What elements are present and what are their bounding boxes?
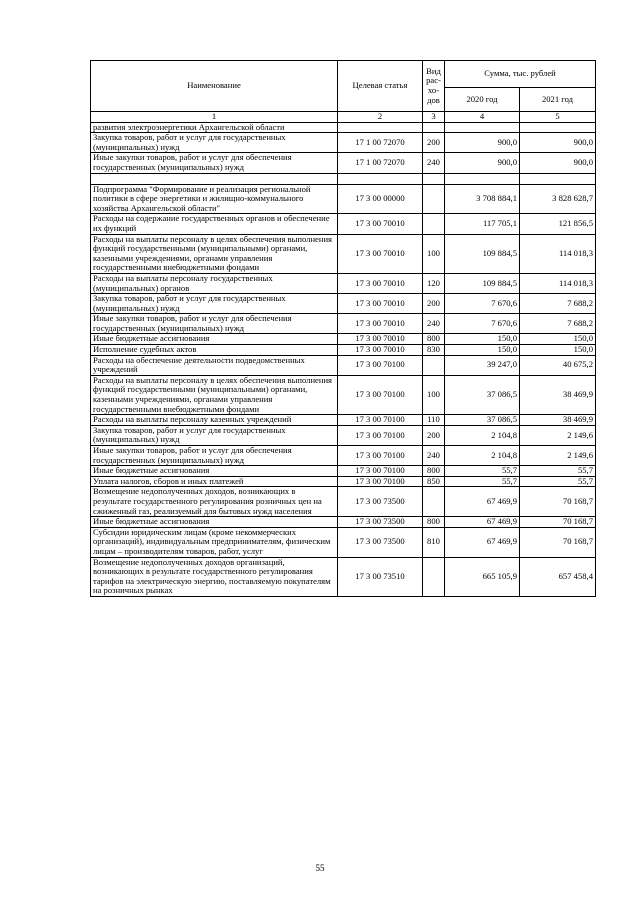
row-type: 800 xyxy=(423,334,445,345)
row-code: 17 3 00 73500 xyxy=(338,517,423,528)
row-name xyxy=(91,173,338,184)
table-row xyxy=(91,294,596,314)
row-name: Расходы на выплаты персоналу в целях обеспечения выполнения функций государственными (муниципальными) органами, казенными учреждениями, органами управления государственными внебюджетными фондами xyxy=(91,375,338,414)
row-name: Подпрограмма "Формирование и реализация региональной политики в сфере энергетики и жилищно-коммунального хозяйства Архангельской области" xyxy=(91,184,338,214)
row-value-2020: 55,7 xyxy=(445,466,520,477)
table-row xyxy=(91,446,596,466)
row-code: 17 3 00 70010 xyxy=(338,294,423,314)
row-code: 17 3 00 73500 xyxy=(338,527,423,557)
row-value-2020: 2 104,8 xyxy=(445,425,520,445)
row-code: 17 3 00 70010 xyxy=(338,214,423,234)
row-value-2021: 38 469,9 xyxy=(520,375,596,414)
column-index: 3 xyxy=(423,112,445,123)
row-value-2021: 7 688,2 xyxy=(520,314,596,334)
row-value-2021: 70 168,7 xyxy=(520,527,596,557)
table-row xyxy=(91,173,596,184)
row-value-2021: 40 675,2 xyxy=(520,355,596,375)
table-row xyxy=(91,184,596,214)
row-value-2020: 67 469,9 xyxy=(445,527,520,557)
row-value-2021: 55,7 xyxy=(520,466,596,477)
row-name: Закупка товаров, работ и услуг для государственных (муниципальных) нужд xyxy=(91,294,338,314)
row-type: 100 xyxy=(423,234,445,273)
row-name: Субсидии юридическим лицам (кроме некоммерческих организаций), индивидуальным предпринимателям, физическим лицам – производителям товаров, работ, услуг xyxy=(91,527,338,557)
row-name: Иные закупки товаров, работ и услуг для обеспечения государственных (муниципальных) нужд xyxy=(91,314,338,334)
table-row xyxy=(91,153,596,173)
row-type: 110 xyxy=(423,415,445,426)
row-code: 17 3 00 70100 xyxy=(338,466,423,477)
row-code xyxy=(338,173,423,184)
row-value-2021: 900,0 xyxy=(520,133,596,153)
row-type xyxy=(423,214,445,234)
row-code: 17 1 00 72070 xyxy=(338,153,423,173)
row-value-2021: 70 168,7 xyxy=(520,517,596,528)
row-type xyxy=(423,173,445,184)
row-name: Иные бюджетные ассигнования xyxy=(91,334,338,345)
table-row xyxy=(91,476,596,487)
row-value-2021: 55,7 xyxy=(520,476,596,487)
table-row xyxy=(91,133,596,153)
budget-table xyxy=(90,60,596,597)
row-code xyxy=(338,122,423,133)
row-name: Расходы на выплаты персоналу государственных (муниципальных) органов xyxy=(91,273,338,293)
row-code: 17 1 00 72070 xyxy=(338,133,423,153)
row-value-2021: 2 149,6 xyxy=(520,446,596,466)
column-index: 5 xyxy=(520,112,596,123)
header-year-2020: 2020 год xyxy=(445,88,520,112)
row-name: развития электроэнергетики Архангельской области xyxy=(91,122,338,133)
row-name: Исполнение судебных актов xyxy=(91,345,338,356)
row-code: 17 3 00 70010 xyxy=(338,334,423,345)
table-row xyxy=(91,334,596,345)
row-name: Уплата налогов, сборов и иных платежей xyxy=(91,476,338,487)
row-value-2020: 37 086,5 xyxy=(445,415,520,426)
row-value-2021: 3 828 628,7 xyxy=(520,184,596,214)
row-code: 17 3 00 00000 xyxy=(338,184,423,214)
row-value-2020: 2 104,8 xyxy=(445,446,520,466)
row-type: 240 xyxy=(423,314,445,334)
row-name: Расходы на выплаты персоналу в целях обеспечения выполнения функций государственными (муниципальными) органами, казенными учреждениями, органами управления государственными внебюджетными фондами xyxy=(91,234,338,273)
row-value-2020: 900,0 xyxy=(445,153,520,173)
table-row xyxy=(91,557,596,596)
row-value-2020: 67 469,9 xyxy=(445,517,520,528)
row-value-2021: 70 168,7 xyxy=(520,487,596,517)
row-type: 240 xyxy=(423,446,445,466)
row-value-2020: 39 247,0 xyxy=(445,355,520,375)
row-code: 17 3 00 70010 xyxy=(338,234,423,273)
table-row xyxy=(91,122,596,133)
row-value-2020: 150,0 xyxy=(445,334,520,345)
row-type: 200 xyxy=(423,133,445,153)
row-code: 17 3 00 70010 xyxy=(338,314,423,334)
row-type: 800 xyxy=(423,517,445,528)
row-value-2021: 121 856,5 xyxy=(520,214,596,234)
row-code: 17 3 00 70010 xyxy=(338,345,423,356)
row-name: Расходы на выплаты персоналу казенных учреждений xyxy=(91,415,338,426)
table-row xyxy=(91,345,596,356)
row-type: 240 xyxy=(423,153,445,173)
row-value-2020: 109 884,5 xyxy=(445,234,520,273)
row-code: 17 3 00 70100 xyxy=(338,476,423,487)
row-type: 810 xyxy=(423,527,445,557)
row-type: 100 xyxy=(423,375,445,414)
row-value-2021: 150,0 xyxy=(520,345,596,356)
page-number: 55 xyxy=(315,863,325,873)
row-value-2021: 150,0 xyxy=(520,334,596,345)
row-name: Возмещение недополученных доходов, возникающих в результате государственного регулирования розничных цен на сжиженный газ, реализуемый для бытовых нужд населения xyxy=(91,487,338,517)
row-name: Иные закупки товаров, работ и услуг для обеспечения государственных (муниципальных) нужд xyxy=(91,446,338,466)
row-name: Иные бюджетные ассигнования xyxy=(91,517,338,528)
row-code: 17 3 00 70010 xyxy=(338,273,423,293)
row-value-2020: 7 670,6 xyxy=(445,314,520,334)
table-row xyxy=(91,415,596,426)
row-value-2021 xyxy=(520,173,596,184)
row-value-2020: 109 884,5 xyxy=(445,273,520,293)
row-type xyxy=(423,557,445,596)
row-code: 17 3 00 70100 xyxy=(338,446,423,466)
row-code: 17 3 00 70100 xyxy=(338,425,423,445)
row-type xyxy=(423,122,445,133)
header-row xyxy=(91,61,596,88)
row-name: Иные закупки товаров, работ и услуг для обеспечения государственных (муниципальных) нужд xyxy=(91,153,338,173)
table-row xyxy=(91,375,596,414)
row-value-2020 xyxy=(445,173,520,184)
row-value-2020 xyxy=(445,122,520,133)
row-value-2021: 7 688,2 xyxy=(520,294,596,314)
row-value-2020: 7 670,6 xyxy=(445,294,520,314)
row-value-2020: 67 469,9 xyxy=(445,487,520,517)
table-row xyxy=(91,234,596,273)
table-row xyxy=(91,425,596,445)
row-name: Закупка товаров, работ и услуг для государственных (муниципальных) нужд xyxy=(91,133,338,153)
row-value-2020: 55,7 xyxy=(445,476,520,487)
row-value-2021: 114 018,3 xyxy=(520,273,596,293)
row-type: 200 xyxy=(423,294,445,314)
table-row xyxy=(91,273,596,293)
row-value-2021 xyxy=(520,122,596,133)
row-type: 830 xyxy=(423,345,445,356)
row-value-2020: 37 086,5 xyxy=(445,375,520,414)
row-value-2020: 150,0 xyxy=(445,345,520,356)
row-type: 850 xyxy=(423,476,445,487)
row-type: 800 xyxy=(423,466,445,477)
row-type xyxy=(423,184,445,214)
row-name: Иные бюджетные ассигнования xyxy=(91,466,338,477)
row-code: 17 3 00 70100 xyxy=(338,375,423,414)
table-row xyxy=(91,314,596,334)
row-name: Расходы на обеспечение деятельности подведомственных учреждений xyxy=(91,355,338,375)
row-value-2021: 38 469,9 xyxy=(520,415,596,426)
row-code: 17 3 00 70100 xyxy=(338,415,423,426)
header-name: Наименование xyxy=(91,61,338,112)
table-row xyxy=(91,527,596,557)
row-value-2020: 900,0 xyxy=(445,133,520,153)
row-code: 17 3 00 70100 xyxy=(338,355,423,375)
column-index: 1 xyxy=(91,112,338,123)
row-value-2020: 117 705,1 xyxy=(445,214,520,234)
table-row xyxy=(91,355,596,375)
row-value-2021: 657 458,4 xyxy=(520,557,596,596)
row-value-2021: 114 018,3 xyxy=(520,234,596,273)
table-row xyxy=(91,214,596,234)
row-name: Закупка товаров, работ и услуг для государственных (муниципальных) нужд xyxy=(91,425,338,445)
header-code: Целевая статья xyxy=(338,61,423,112)
row-value-2020: 3 708 884,1 xyxy=(445,184,520,214)
row-type: 120 xyxy=(423,273,445,293)
row-type: 200 xyxy=(423,425,445,445)
header-year-2021: 2021 год xyxy=(520,88,596,112)
table-row xyxy=(91,517,596,528)
table-row xyxy=(91,466,596,477)
row-value-2021: 900,0 xyxy=(520,153,596,173)
column-index: 2 xyxy=(338,112,423,123)
row-code: 17 3 00 73510 xyxy=(338,557,423,596)
row-name: Возмещение недополученных доходов организаций, возникающих в результате государственного регулирования тарифов на электрическую энергию, поставляемую покупателям на розничных рынках xyxy=(91,557,338,596)
row-value-2021: 2 149,6 xyxy=(520,425,596,445)
header-type: Вид рас-хо-дов xyxy=(423,61,445,112)
row-value-2020: 665 105,9 xyxy=(445,557,520,596)
column-index: 4 xyxy=(445,112,520,123)
row-type xyxy=(423,355,445,375)
row-name: Расходы на содержание государственных органов и обеспечение их функций xyxy=(91,214,338,234)
table-row xyxy=(91,487,596,517)
column-index-row xyxy=(91,112,596,123)
table-body xyxy=(91,122,596,596)
row-code: 17 3 00 73500 xyxy=(338,487,423,517)
row-type xyxy=(423,487,445,517)
header-sum: Сумма, тыс. рублей xyxy=(445,61,596,88)
